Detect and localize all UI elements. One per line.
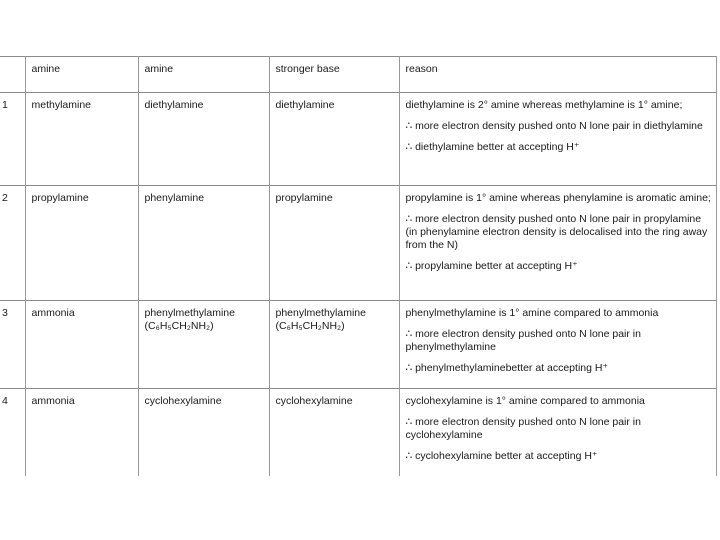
reason-line: ∴ phenylmethylaminebetter at accepting H⁺ [405,362,608,374]
stronger-base-cell: cyclohexylamine [269,389,399,477]
header-number [0,57,25,93]
amine-a-cell: ammonia [25,301,138,389]
table-row [0,186,717,301]
amine-b-cell: diethylamine [138,93,269,186]
stronger-base-cell: diethylamine [269,93,399,186]
stronger-base-formula: (C₆H₅CH₂NH₂) [275,320,345,332]
table-row [0,301,717,389]
amine-a-cell: ammonia [25,389,138,477]
reason-line: ∴ more electron density pushed onto N lone pair in phenylmethylamine [405,328,641,353]
reason-line: cyclohexylamine is 1° amine compared to ammonia [405,395,645,407]
reason-line: phenylmethylamine is 1° amine compared to ammonia [405,307,659,319]
reason-cell [399,389,717,477]
row-number: 3 [2,307,8,319]
reason-line: propylamine is 1° amine whereas phenylamine is aromatic amine; [405,192,711,204]
table-row [0,389,717,477]
header-amine-a: amine [25,57,138,93]
reason-line: diethylamine is 2° amine whereas methylamine is 1° amine; [405,99,683,111]
amine-a-cell: propylamine [25,186,138,301]
reason-line: ∴ diethylamine better at accepting H⁺ [405,141,580,153]
header-row [0,57,717,93]
amine-b-cell [138,301,269,389]
reason-line: ∴ more electron density pushed onto N lone pair in cyclohexylamine [405,416,641,441]
reason-cell [399,186,717,301]
amine-b-cell: phenylamine [138,186,269,301]
reason-line: ∴ more electron density pushed onto N lone pair in propylamine (in phenylamine electron density is delocalised into the ring away from the N) [405,213,708,251]
amine-b-name: phenylmethylamine [144,307,235,319]
header-reason: reason [399,57,717,93]
header-amine-b: amine [138,57,269,93]
row-number: 4 [2,395,8,407]
header-stronger-base: stronger base [269,57,399,93]
stronger-base-cell: propylamine [269,186,399,301]
reason-line: ∴ more electron density pushed onto N lone pair in diethylamine [405,120,703,132]
stronger-base-name: phenylmethylamine [275,307,366,319]
table-row [0,93,717,186]
stronger-base-cell [269,301,399,389]
row-number: 1 [2,99,8,111]
amine-comparison-table [0,56,717,477]
amine-b-formula: (C₆H₅CH₂NH₂) [144,320,214,332]
reason-cell [399,301,717,389]
row-number: 2 [2,192,8,204]
table-right-border [716,56,717,476]
amine-a-cell: methylamine [25,93,138,186]
reason-line: ∴ cyclohexylamine better at accepting H⁺ [405,450,598,462]
amine-b-cell: cyclohexylamine [138,389,269,477]
reason-cell [399,93,717,186]
reason-line: ∴ propylamine better at accepting H⁺ [405,260,578,272]
